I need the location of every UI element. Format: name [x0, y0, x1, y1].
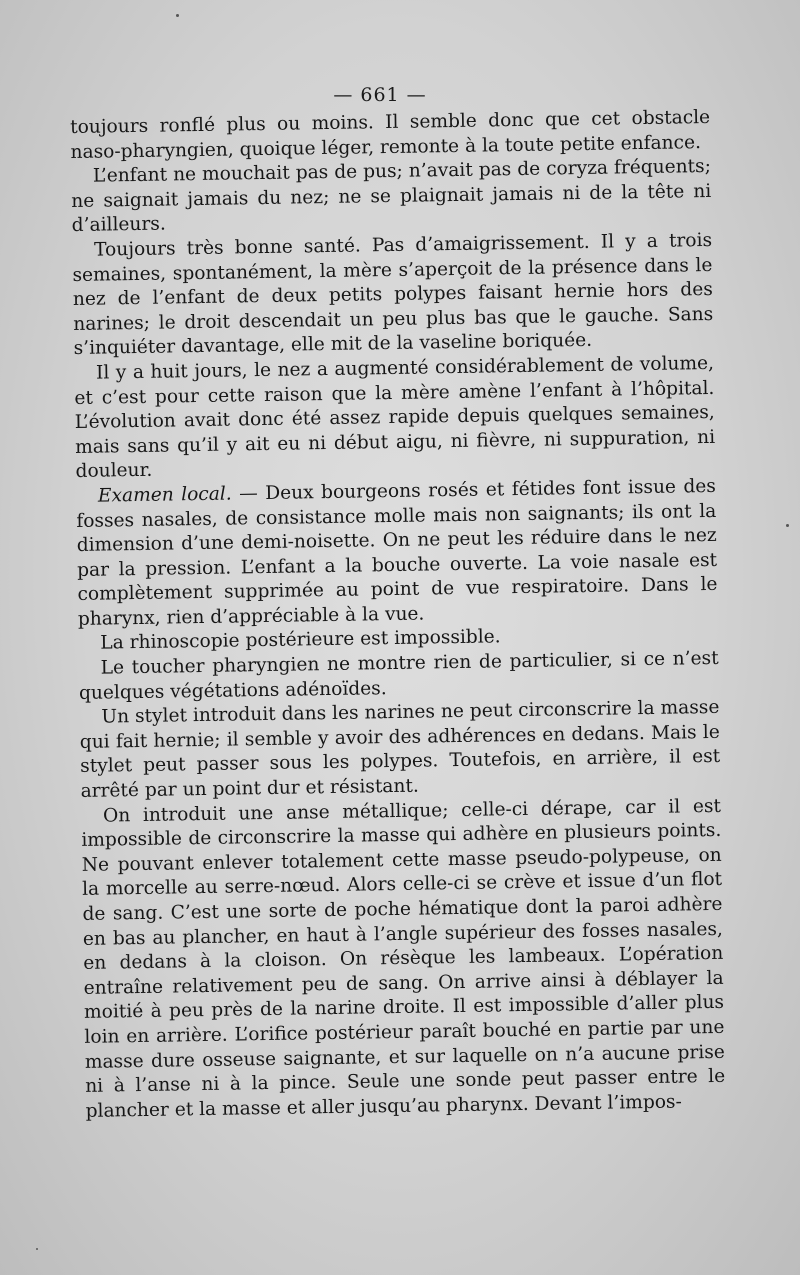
paragraph-2: L’enfant ne mouchait pas de pus; n’avait pas de coryza fréquents; ne saignait jamais du nez; ne se plaignait jamais ni de la tête ni d’ailleurs.	[71, 156, 712, 237]
paragraph-5-examen-local	[76, 475, 718, 633]
body-text	[70, 106, 726, 1124]
section-lead-examen-local: Examen local.	[97, 483, 232, 507]
paper-speck	[786, 524, 789, 527]
paper-speck	[176, 14, 179, 17]
page-number: — 661 —	[333, 84, 427, 106]
paragraph-6: La rhinoscopie postérieure est impossible.	[100, 626, 501, 655]
paper-speck	[36, 1248, 38, 1250]
paragraph-5-body: — Deux bourgeons rosés et fétides font issue des fosses nasales, de consistance molle mais non saignants; ils ont la dimension d’une demi-noisette. On ne peut les réduire dans le nez par la pression. L’enfant a la bouche ouverte. La voie nasale est complètement supprimée au point de vue respiratoire. Dans le pharynx, rien d’appréciable à la vue.	[76, 475, 718, 630]
paragraph-1: toujours ronflé plus ou moins. Il semble donc que cet obstacle naso-pharyngien, quoique léger, remonte à la toute petite enfance.	[70, 106, 711, 163]
paragraph-3: Toujours très bonne santé. Pas d’amaigrissement. Il y a trois semaines, spontanément, la mère s’aperçoit de la présence dans le nez de l’enfant de deux petits polypes faisant hernie hors des narines; le droit descendait un peu plus bas que le gauche. Sans s’inquiéter davantage, elle mit de la vaseline boriquée.	[72, 229, 714, 360]
paragraph-4: Il y a huit jours, le nez a augmenté considérablement de volume, et c’est pour cette raison que la mère amène l’enfant à l’hôpital. L’évolution avait donc été assez rapide depuis quelques semaines, mais sans qu’il y ait eu ni début aigu, ni fièvre, ni suppuration, ni douleur.	[74, 352, 716, 483]
paragraph-8: Un stylet introduit dans les narines ne peut circonscrire la masse qui fait hernie; il semble y avoir des adhérences en dedans. Mais le stylet peut passer sous les polypes. Toutefois, en arrière, il est arrêté par un point dur et résistant.	[79, 697, 721, 802]
paragraph-9: On introduit une anse métallique; celle-ci dérape, car il est impossible de circonscrire la masse qui adhère en plusieurs points. Ne pouvant enlever totalement cette masse pseudo-polypeuse, on la morcelle au serre-nœud. Alors celle-ci se crève et issue d’un flot de sang. C’est une sorte de poche hématique dont la paroi adhère en bas au plancher, en haut à l’angle supérieur des fosses nasales, en dedans à la cloison. On résèque les lambeaux. L’opération entraîne relativement peu de sang. On arrive ainsi à déblayer la moitié à peu près de la narine droite. Il est impossible d’aller plus loin en arrière. L’orifice postérieur paraît bouché en partie par une masse dure osseuse saignante, et sur laquelle on n’a aucune prise ni à l’anse ni à la pince. Seule une sonde peut passer entre le plancher et la masse et aller jusqu’au pharynx. Devant l’impos-	[81, 795, 726, 1122]
paragraph-7: Le toucher pharyngien ne montre rien de particulier, si ce n’est quelques végétations adénoïdes.	[78, 647, 719, 704]
